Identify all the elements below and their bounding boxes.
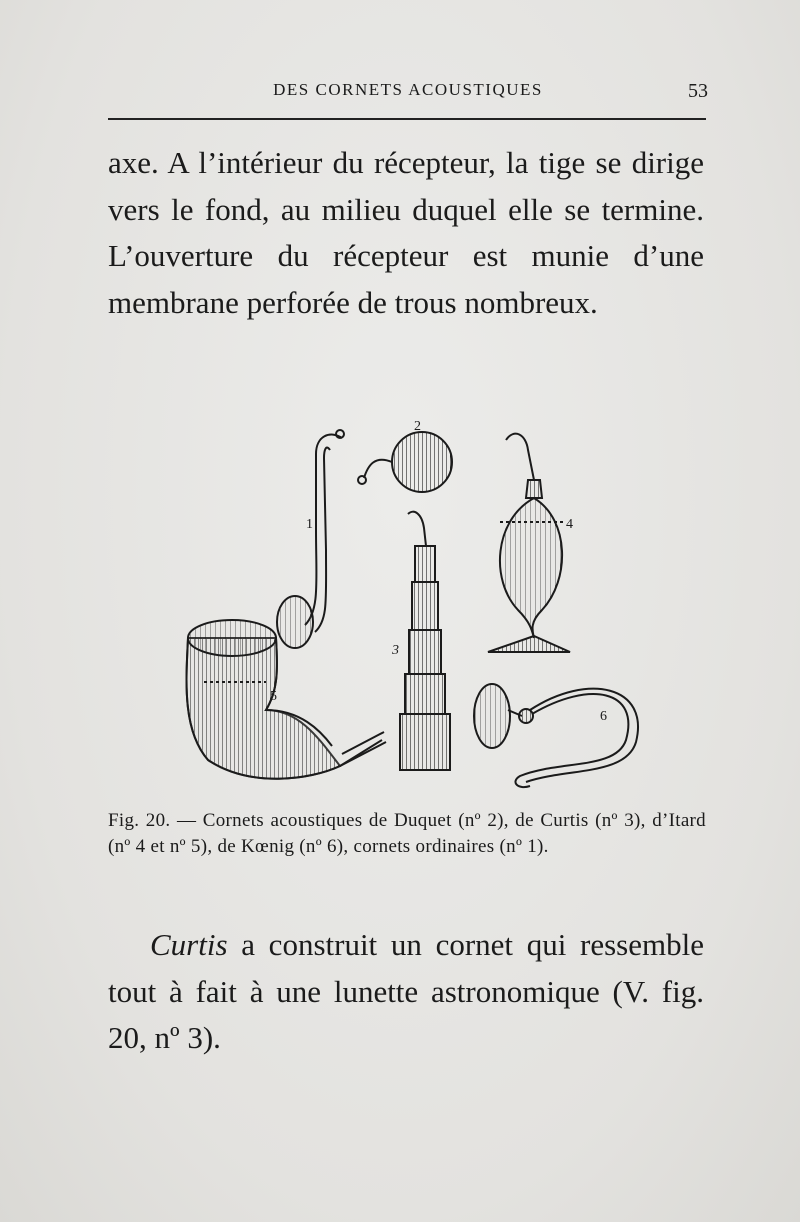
cornet-1-drawing [277, 430, 344, 648]
paragraph-2 [108, 922, 704, 1062]
cornet-2-drawing [358, 432, 452, 492]
paragraph-2-text: a construit un cornet qui ressemble tout à fait à une lunette astronomique (V. fig. 20, nº 3). [108, 927, 704, 1055]
figure-caption: Fig. 20. — Cornets acoustiques de Duquet (nº 2), de Curtis (nº 3), d’Itard (nº 4 et nº 5), de Kœnig (nº 6), cornets ordinaires (nº 1). [108, 810, 706, 857]
cornet-6-drawing [474, 684, 638, 787]
label-5: 5 [270, 689, 277, 704]
label-1: 1 [306, 517, 313, 532]
label-3: 3 [392, 643, 399, 658]
figure-20-illustration [170, 410, 640, 810]
paragraph-1: axe. A l’intérieur du récepteur, la tige se dirige vers le fond, au milieu duquel elle se termine. L’ouverture du récepteur est munie d’une membrane perforée de trous nombreux. [108, 145, 704, 320]
cornet-4-drawing [488, 434, 570, 652]
label-4: 4 [566, 517, 573, 532]
label-2: 2 [414, 419, 421, 434]
label-6: 6 [600, 709, 607, 724]
page-number: 53 [688, 80, 708, 102]
running-title: DES CORNETS ACOUSTIQUES [273, 80, 543, 99]
running-head [108, 80, 708, 106]
curtis-name: Curtis [150, 927, 228, 962]
header-rule [108, 118, 706, 120]
cornet-3-drawing [400, 512, 450, 770]
